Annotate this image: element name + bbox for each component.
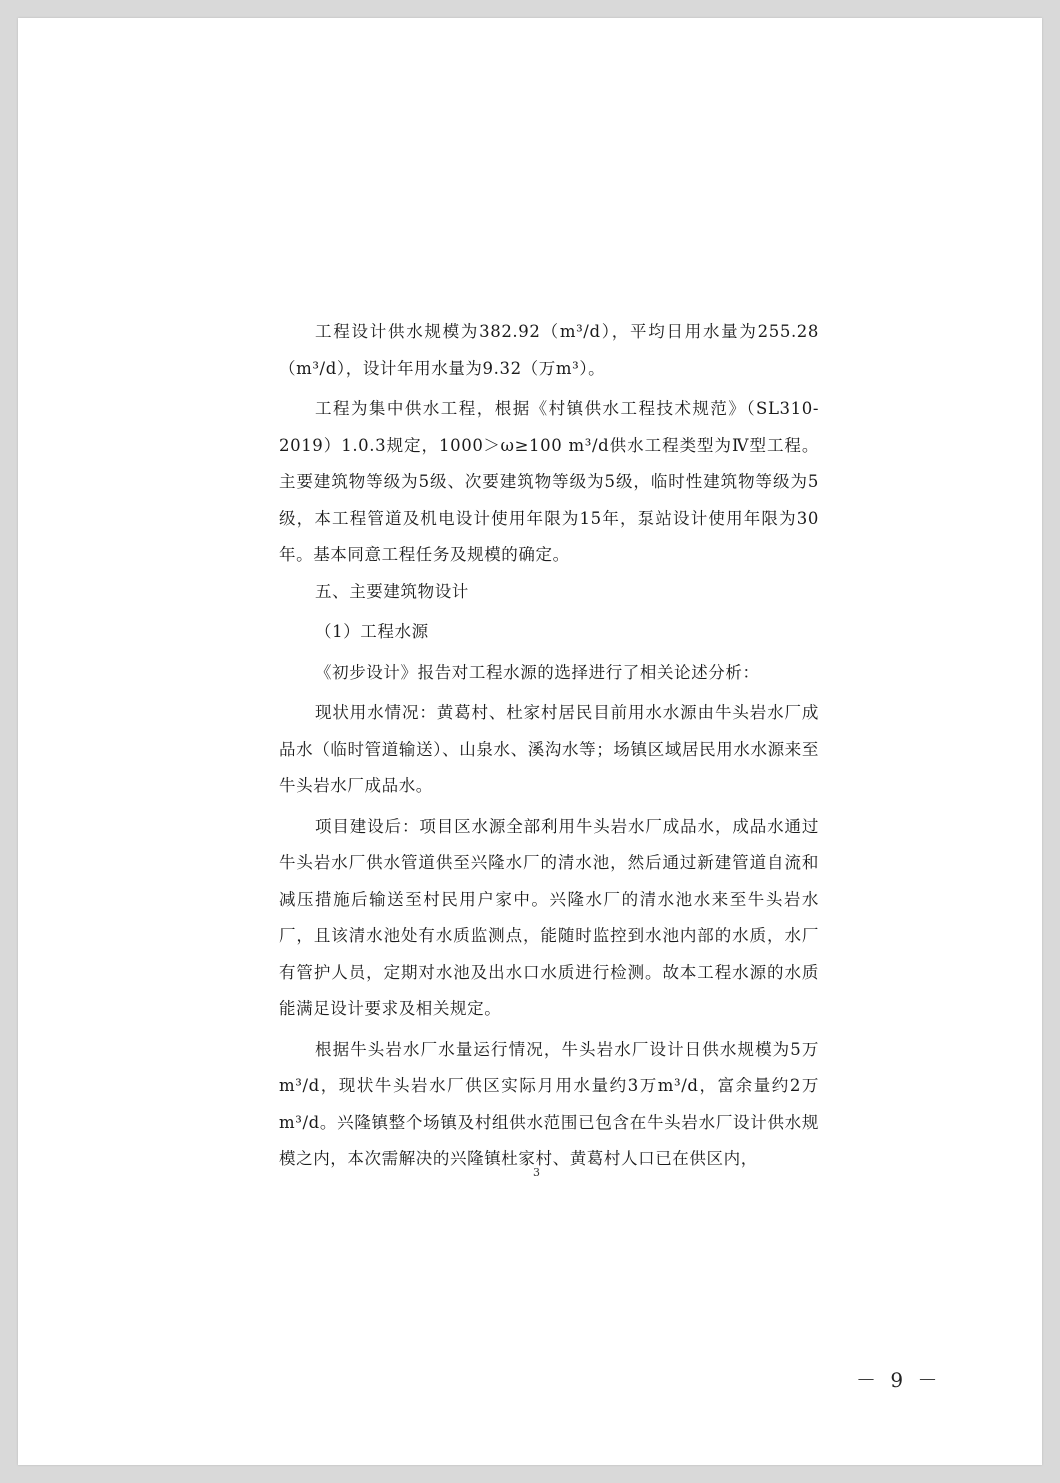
document-page: [18, 18, 1042, 1465]
paragraph-project-classification: 工程为集中供水工程，根据《村镇供水工程技术规范》（SL310-2019）1.0.3规定，1000＞ω≥100 m³/d供水工程类型为Ⅳ型工程。主要建筑物等级为5级、次要建筑物等级为5级，临时性建筑物等级为5级，本工程管道及机电设计使用年限为15年，泵站设计使用年限为30年。基本同意工程任务及规模的确定。: [279, 399, 819, 564]
subsection-heading-water-source: （1）工程水源: [315, 622, 429, 641]
section-heading-main-buildings: 五、主要建筑物设计: [315, 581, 469, 601]
paragraph-water-supply-scale: 工程设计供水规模为382.92（m³/d），平均日用水量为255.28（m³/d），设计年用水量为9.32（万m³）。: [279, 322, 819, 378]
paragraph-current-water-use: 现状用水情况：黄葛村、杜家村居民目前用水水源由牛头岩水厂成品水（临时管道输送）、山泉水、溪沟水等；场镇区域居民用水水源来至牛头岩水厂成品水。: [279, 703, 819, 795]
outer-page-number: － 9 －: [856, 1368, 942, 1392]
inner-page-number: 3: [533, 1166, 540, 1179]
document-body: [279, 314, 819, 1178]
paragraph-preliminary-design: 《初步设计》报告对工程水源的选择进行了相关论述分析：: [315, 662, 760, 682]
paragraph-after-construction: 项目建设后：项目区水源全部利用牛头岩水厂成品水，成品水通过牛头岩水厂供水管道供至兴隆水厂的清水池，然后通过新建管道自流和减压措施后输送至村民用户家中。兴隆水厂的清水池水来至牛头岩水厂，且该清水池处有水质监测点，能随时监控到水池内部的水质，水厂有管护人员，定期对水池及出水口水质进行检测。故本工程水源的水质能满足设计要求及相关规定。: [279, 816, 819, 1018]
paragraph-water-plant-operation: 根据牛头岩水厂水量运行情况，牛头岩水厂设计日供水规模为5万m³/d，现状牛头岩水厂供区实际月用水量约3万m³/d，富余量约2万m³/d。兴隆镇整个场镇及村组供水范围已包含在牛头岩水厂设计供水规模之内，本次需解决的兴隆镇杜家村、黄葛村人口已在供区内，: [279, 1039, 819, 1168]
